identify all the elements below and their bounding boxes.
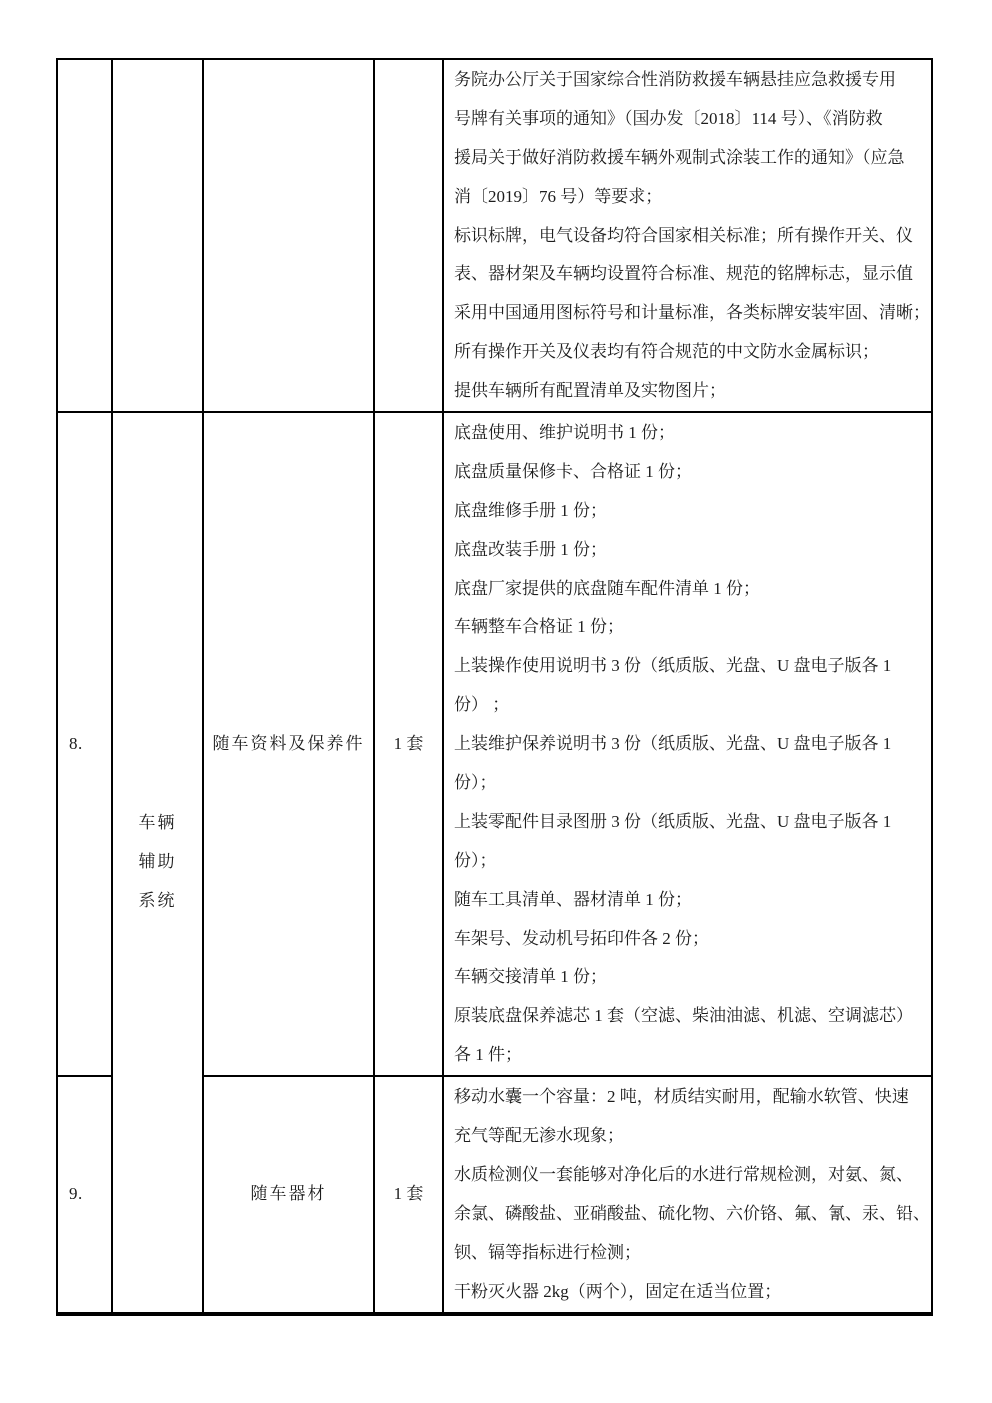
text-line: 表、器材架及车辆均设置符合标准、规范的铭牌标志，显示值 <box>454 264 913 284</box>
text-line: 水质检测仪一套能够对净化后的水进行常规检测，对氨、氮、 <box>454 1164 913 1184</box>
text-line: 所有操作开关及仪表均有符合规范的中文防水金属标识； <box>454 342 879 362</box>
text-line: 上装维护保养说明书 3 份（纸质版、光盘、U 盘电子版各 1 <box>454 734 892 754</box>
row-number-cell <box>57 59 112 412</box>
text-line: 钡、镉等指标进行检测； <box>454 1242 641 1262</box>
text-line: 消〔2019〕76 号）等要求； <box>454 186 663 206</box>
table-row-8 <box>57 412 932 1076</box>
spec-text-cell <box>443 59 932 412</box>
text-line: 份）； <box>454 850 497 870</box>
row-number-cell: 9. <box>57 1076 112 1313</box>
category-cell-vehicle-auxiliary-system <box>112 412 203 1313</box>
equipment-spec-table <box>56 58 933 1316</box>
text-line: 上装操作使用说明书 3 份（纸质版、光盘、U 盘电子版各 1 <box>454 656 892 676</box>
text-line: 底盘使用、维护说明书 1 份； <box>454 423 675 443</box>
text-line: 份） ； <box>454 695 510 715</box>
table-row-continuation <box>57 59 932 412</box>
text-line: 标识标牌，电气设备均符合国家相关标准；所有操作开关、仪 <box>454 225 913 245</box>
item-name-cell <box>203 59 374 412</box>
text-line: 号牌有关事项的通知》（国办发〔2018〕114 号）、《消防救 <box>454 108 883 128</box>
item-name-cell: 随车资料及保养件 <box>203 412 374 1076</box>
text-line: 干粉灭火器 2kg（两个），固定在适当位置； <box>454 1281 782 1301</box>
quantity-cell: 1 套 <box>374 1076 443 1313</box>
row-number-cell: 8. <box>57 412 112 1076</box>
text-line: 底盘改装手册 1 份； <box>454 539 607 559</box>
category-cell <box>112 59 203 412</box>
text-line: 底盘维修手册 1 份； <box>454 500 607 520</box>
text-line: 务院办公厅关于国家综合性消防救援车辆悬挂应急救援专用 <box>454 70 896 89</box>
text-line: 车辆整车合格证 1 份； <box>454 617 624 637</box>
text-line: 份）； <box>454 773 497 793</box>
item-name-cell: 随车器材 <box>203 1076 374 1313</box>
spec-text-cell <box>443 412 932 1076</box>
text-line: 充气等配无渗水现象； <box>454 1126 624 1146</box>
text-line: 底盘质量保修卡、合格证 1 份； <box>454 461 692 481</box>
text-line: 系统 <box>138 890 177 910</box>
text-line: 车辆 <box>138 812 177 832</box>
text-line: 车辆交接清单 1 份； <box>454 967 607 987</box>
quantity-cell <box>374 59 443 412</box>
text-line: 底盘厂家提供的底盘随车配件清单 1 份； <box>454 578 760 598</box>
text-line: 提供车辆所有配置清单及实物图片； <box>454 381 726 401</box>
quantity-cell: 1 套 <box>374 412 443 1076</box>
text-line: 上装零配件目录图册 3 份（纸质版、光盘、U 盘电子版各 1 <box>454 811 892 831</box>
text-line: 车架号、发动机号拓印件各 2 份； <box>454 928 709 948</box>
spec-text-cell <box>443 1076 932 1313</box>
text-line: 采用中国通用图标符号和计量标准，各类标牌安装牢固、清晰； <box>454 303 930 323</box>
text-line: 辅助 <box>138 851 177 871</box>
text-line: 各 1 件； <box>454 1045 522 1065</box>
text-line: 余氯、磷酸盐、亚硝酸盐、硫化物、六价铬、氟、氰、汞、铅、 <box>454 1203 930 1223</box>
text-line: 援局关于做好消防救援车辆外观制式涂装工作的通知》（应急 <box>454 147 905 167</box>
text-line: 随车工具清单、器材清单 1 份； <box>454 889 692 909</box>
text-line: 移动水囊一个容量：2 吨，材质结实耐用，配输水软管、快速 <box>454 1087 909 1107</box>
text-line: 原装底盘保养滤芯 1 套（空滤、柴油油滤、机滤、空调滤芯） <box>454 1006 913 1026</box>
